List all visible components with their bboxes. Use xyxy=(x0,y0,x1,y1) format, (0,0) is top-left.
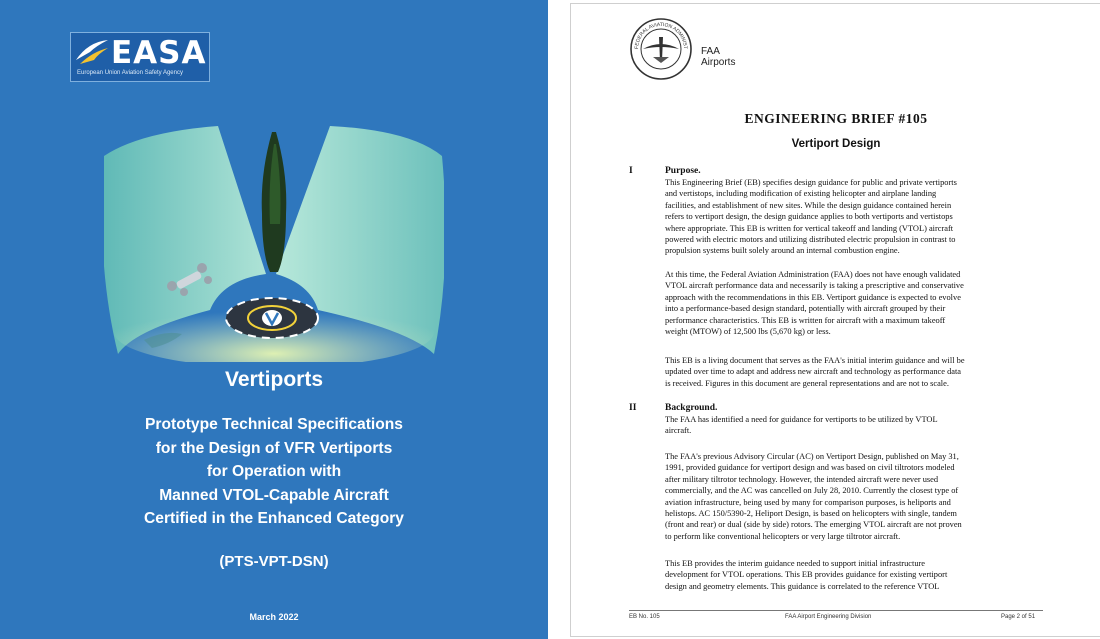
text-line: where appropriate. This EB is written for vertical takeoff and landing (VTOL) aircraft xyxy=(665,223,954,233)
text-line: helistops. AC 150/5390-2, Heliport Design, is based on helicopters with single, tandem xyxy=(665,509,957,519)
cover-subtitle-line: Manned VTOL-Capable Aircraft xyxy=(159,486,389,504)
easa-cover xyxy=(0,0,548,639)
paragraph xyxy=(665,355,1009,389)
eb-subtitle: Vertiport Design xyxy=(791,138,881,150)
paragraph xyxy=(665,451,1009,542)
paragraph xyxy=(665,177,1009,257)
vertiport-illustration xyxy=(104,104,444,362)
text-line: after military tiltrotor technology. However, the intended aircraft were never used xyxy=(665,474,939,484)
section-heading: Background. xyxy=(665,403,718,413)
footer-center: FAA Airport Engineering Division xyxy=(785,614,872,620)
text-line: The FAA's previous Advisory Circular (AC) on Vertiport Design, published on May 31, xyxy=(665,452,959,461)
cover-subtitle-line: for the Design of VFR Vertiports xyxy=(155,439,393,457)
cover-title: Vertiports xyxy=(224,368,324,391)
text-line: development for VTOL operations. This EB provides guidance for existing vertiport xyxy=(665,570,948,580)
text-line: aircraft. xyxy=(665,426,692,436)
paragraph xyxy=(665,269,1009,337)
text-line: updated over time to adapt and address new aircraft and technology as performance data xyxy=(665,367,962,377)
easa-logo-text: EASA xyxy=(111,35,207,71)
faa-org-line2: Airports xyxy=(701,57,736,68)
text-line: approach with the recommendations in this EB. Vertiport guidance is expected to evolve xyxy=(665,292,961,302)
faa-org-label xyxy=(701,46,735,68)
text-line: to perform like conventional helicopters or very large tiltrotor aircraft. xyxy=(665,531,901,541)
text-line: refers to vertiport design, the design guidance applies to both vertiports and vertistops xyxy=(665,212,953,222)
text-line: propulsion systems built solely around an internal combustion engine. xyxy=(665,246,900,256)
easa-wing-icon xyxy=(74,38,110,68)
text-line: VTOL aircraft performance data and necessarily is taking a prescriptive and conservative xyxy=(665,281,964,291)
easa-logo-subtext: European Union Aviation Safety Agency xyxy=(77,70,183,76)
section-heading: Purpose. xyxy=(665,166,701,176)
text-line: At this time, the Federal Aviation Administration (FAA) does not have enough validated xyxy=(665,270,961,279)
seal-text: FEDERAL AVIATION ADMINIST xyxy=(633,21,689,50)
cover-subtitle xyxy=(0,413,548,531)
paragraph xyxy=(665,558,1009,592)
paragraph xyxy=(665,414,1009,437)
footer-divider xyxy=(629,610,1043,611)
text-line: design and geometry elements. This guidance is correlated to the reference VTOL xyxy=(665,581,940,591)
easa-logo xyxy=(70,32,210,82)
text-line: and vertistops, including modification of existing helicopter and airplane landing xyxy=(665,189,937,199)
cover-code: (PTS-VPT-DSN) xyxy=(219,553,329,570)
text-line: aviation infrastructure, being used by many for comparison purposes, is heliports and xyxy=(665,497,951,507)
section-number: II xyxy=(629,403,637,413)
text-line: performance characteristics. This EB is written for aircraft with a maximum takeoff xyxy=(665,315,946,325)
text-line: This EB is a living document that serves as the FAA's initial interim guidance and will be xyxy=(665,356,965,365)
text-line: This EB provides the interim guidance needed to support initial infrastructure xyxy=(665,559,926,568)
text-line: powered with electric motors and utilizing distributed electric propulsion in contrast to xyxy=(665,235,956,245)
text-line: into a performance-based design standard, potentially with aircraft grouped by their xyxy=(665,304,946,314)
cover-subtitle-line: Prototype Technical Specifications xyxy=(145,416,403,433)
faa-document-page xyxy=(570,3,1100,637)
faa-org-line1: FAA xyxy=(701,46,720,57)
text-line: (front and rear) or dual (side by side) rotors. The emerging VTOL aircraft are not proven xyxy=(665,520,962,530)
footer-right: Page 2 of 51 xyxy=(1001,614,1036,620)
eb-title: ENGINEERING BRIEF #105 xyxy=(744,111,928,126)
faa-seal-icon xyxy=(629,17,693,81)
cover-subtitle-line: for Operation with xyxy=(206,463,342,480)
cover-date: March 2022 xyxy=(249,612,299,622)
text-line: The FAA has identified a need for guidance for vertiports to be utilized by VTOL xyxy=(665,415,938,424)
text-line: facilities, and establishment of new sites. While the design guidance contained herein xyxy=(665,200,952,210)
text-line: commercially, and the AC was cancelled on July 28, 2010. Currently the closest type of xyxy=(665,486,959,496)
cover-subtitle-line: Certified in the Enhanced Category xyxy=(144,510,404,527)
text-line: weight (MTOW) of 12,500 lbs (5,670 kg) or less. xyxy=(665,327,831,337)
text-line: This Engineering Brief (EB) specifies design guidance for public and private vertiports xyxy=(665,178,957,187)
text-line: is received. Figures in this document are general representations and are not to scale. xyxy=(665,378,949,388)
footer-left: EB No. 105 xyxy=(629,614,660,620)
text-line: 1991, provided guidance for vertiport design and was based on civil tiltrotors modeled xyxy=(665,463,955,473)
section-number: I xyxy=(629,166,633,176)
